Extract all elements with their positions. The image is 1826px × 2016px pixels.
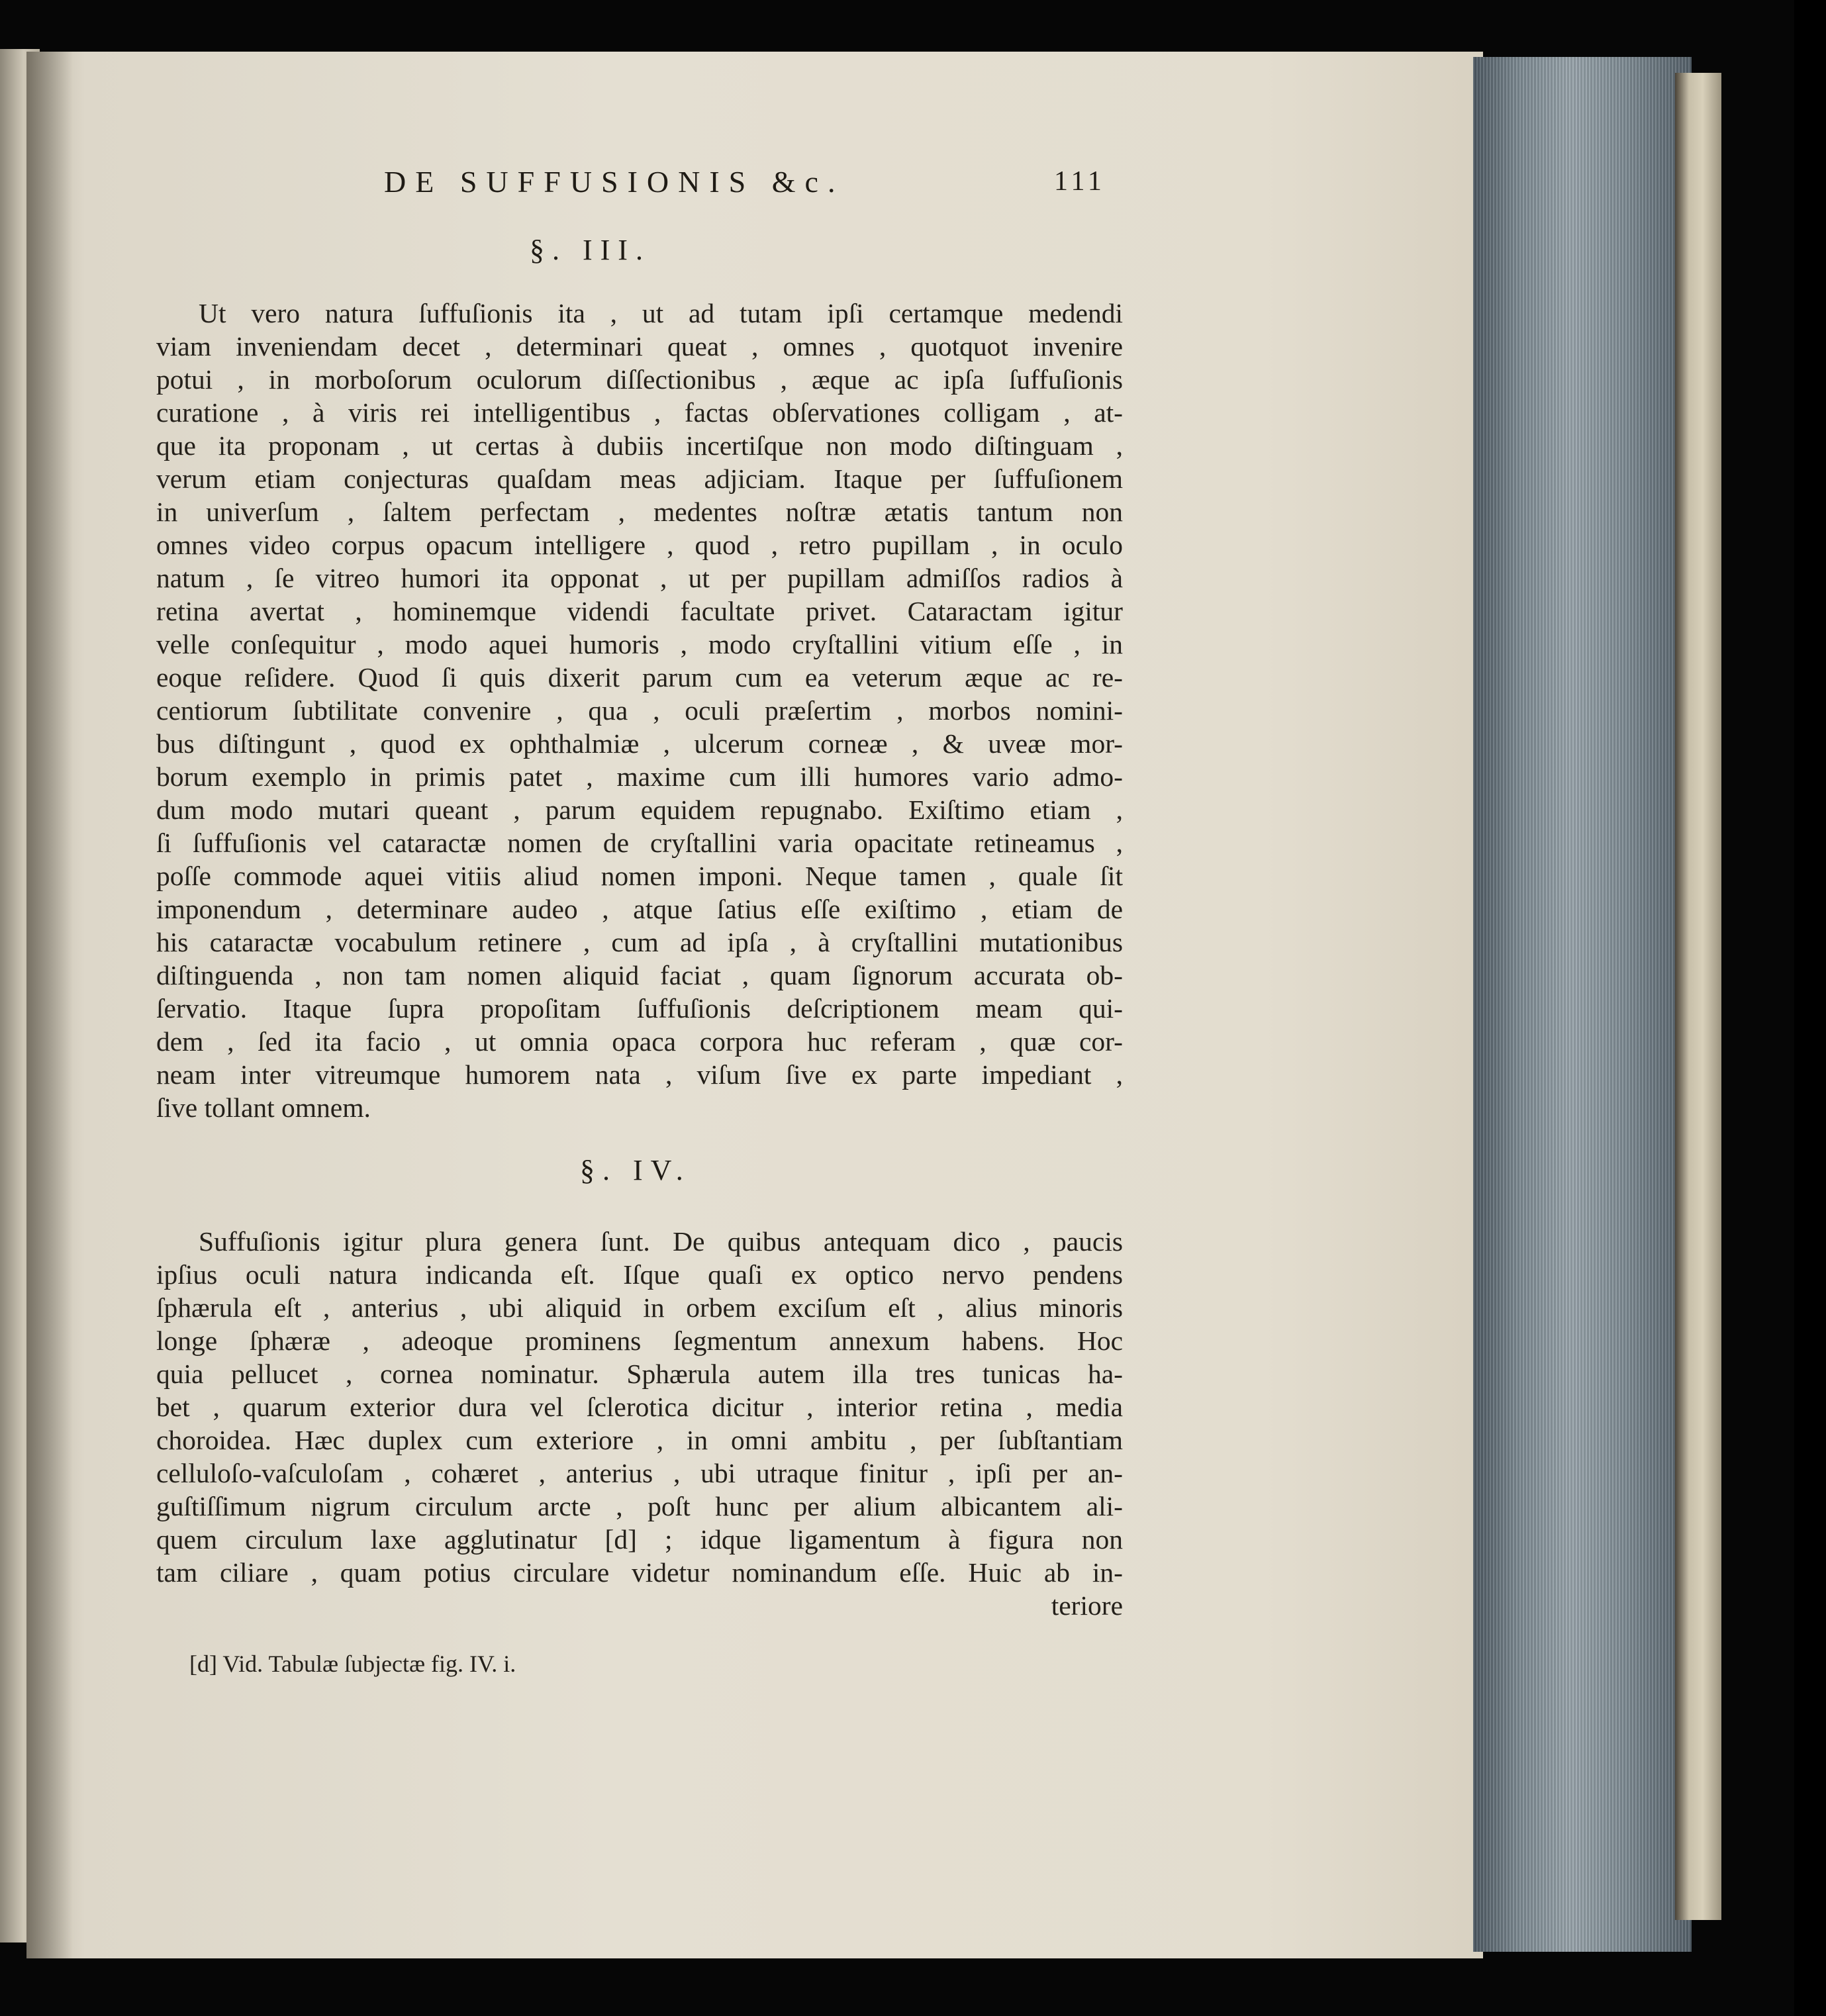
text-line: curatione , à viris rei intelligentibus , factas obſervationes colligam , at- — [156, 397, 1123, 428]
text-line: in univerſum , ſaltem perfectam , medentes noſtræ ætatis tantum non — [156, 497, 1123, 527]
text-line: celluloſo-vaſculoſam , cohæret , anterius , ubi utraque finitur , ipſi per an- — [156, 1458, 1123, 1488]
text-line: bet , quarum exterior dura vel ſclerotica dicitur , interior retina , media — [156, 1392, 1123, 1422]
text-line: ſervatio. Itaque ſupra propoſitam ſuffuſionis deſcriptionem meam qui- — [156, 993, 1123, 1024]
running-head: DE SUFFUSIONIS &c. — [384, 165, 845, 199]
text-line: ſphærula eſt , anterius , ubi aliquid in orbem exciſum eſt , alius minoris — [156, 1292, 1123, 1323]
text-line: natum , ſe vitreo humori ita opponat , ut per pupillam admiſſos radios à — [156, 563, 1123, 593]
section-4-paragraph — [156, 1225, 1123, 1622]
text-line: potui , in morboſorum oculorum diſſectionibus , æque ac ipſa ſuffuſionis — [156, 364, 1123, 395]
text-line: quem circulum laxe agglutinatur [d] ; idque ligamentum à figura non — [156, 1524, 1123, 1555]
text-line: guſtiſſimum nigrum circulum arcte , poſt hunc per alium albicantem ali- — [156, 1491, 1123, 1521]
text-line: tam ciliare , quam potius circulare videtur nominandum eſſe. Huic ab in- — [156, 1557, 1123, 1588]
text-line: dum modo mutari queant , parum equidem repugnabo. Exiſtimo etiam , — [156, 794, 1123, 825]
page-number: 111 — [1054, 166, 1106, 197]
text-line: viam inveniendam decet , determinari queat , omnes , quotquot invenire — [156, 331, 1123, 361]
text-line: imponendum , determinare audeo , atque ſatius eſſe exiſtimo , etiam de — [156, 894, 1123, 924]
text-line: ipſius oculi natura indicanda eſt. Iſque quaſi ex optico nervo pendens — [156, 1259, 1123, 1290]
text-line: velle conſequitur , modo aquei humoris , modo cryſtallini vitium eſſe , in — [156, 629, 1123, 659]
text-line: ſive tollant omnem. — [156, 1092, 371, 1123]
footnote: [d] Vid. Tabulæ ſubjectæ fig. IV. i. — [189, 1651, 516, 1677]
text-line: centiorum ſubtilitate convenire , qua , oculi præſertim , morbos nomini- — [156, 695, 1123, 726]
text-line: ſi ſuffuſionis vel cataractæ nomen de cryſtallini varia opacitate retineamus , — [156, 828, 1123, 858]
text-line: diſtinguenda , non tam nomen aliquid faciat , quam ſignorum accurata ob- — [156, 960, 1123, 990]
text-line: verum etiam conjecturas quaſdam meas adjiciam. Itaque per ſuffuſionem — [156, 463, 1123, 494]
text-line: borum exemplo in primis patet , maxime cum illi humores vario admo- — [156, 761, 1123, 792]
text-line: Suffuſionis igitur plura genera ſunt. De quibus antequam dico , paucis — [199, 1226, 1123, 1257]
text-line: Ut vero natura ſuffuſionis ita , ut ad tutam ipſi certamque medendi — [199, 298, 1123, 328]
text-line: retina avertat , hominemque videndi facultate privet. Cataractam igitur — [156, 596, 1123, 626]
text-line: poſſe commode aquei vitiis aliud nomen imponi. Neque tamen , quale ſit — [156, 861, 1123, 891]
text-line: bus diſtingunt , quod ex ophthalmiæ , ulcerum corneæ , & uveæ mor- — [156, 728, 1123, 759]
text-line: dem , ſed ita facio , ut omnia opaca corpora huc referam , quæ cor- — [156, 1026, 1123, 1057]
catchword: teriore — [1051, 1590, 1123, 1621]
text-line: neam inter vitreumque humorem nata , viſum ſive ex parte impediant , — [156, 1059, 1123, 1090]
scan-border — [1794, 0, 1826, 2016]
text-line: quia pellucet , cornea nominatur. Sphærula autem illa tres tunicas ha- — [156, 1359, 1123, 1389]
book-cover-edge — [1675, 73, 1721, 1920]
page-gutter-shadow — [26, 52, 73, 1958]
section-heading-3: §. III. — [530, 234, 651, 266]
text-line: omnes video corpus opacum intelligere , quod , retro pupillam , in oculo — [156, 530, 1123, 560]
text-line: que ita proponam , ut certas à dubiis incertiſque non modo diſtinguam , — [156, 430, 1123, 461]
text-line: eoque reſidere. Quod ſi quis dixerit parum cum ea veterum æque ac re- — [156, 662, 1123, 693]
page-block-fore-edge — [1473, 57, 1692, 1952]
text-line: longe ſphæræ , adeoque prominens ſegmentum annexum habens. Hoc — [156, 1325, 1123, 1356]
text-line: his cataractæ vocabulum retinere , cum ad ipſa , à cryſtallini mutationibus — [156, 927, 1123, 957]
section-3-paragraph — [156, 297, 1123, 1124]
text-line: choroidea. Hæc duplex cum exteriore , in omni ambitu , per ſubſtantiam — [156, 1425, 1123, 1455]
section-heading-4: §. IV. — [580, 1154, 691, 1186]
